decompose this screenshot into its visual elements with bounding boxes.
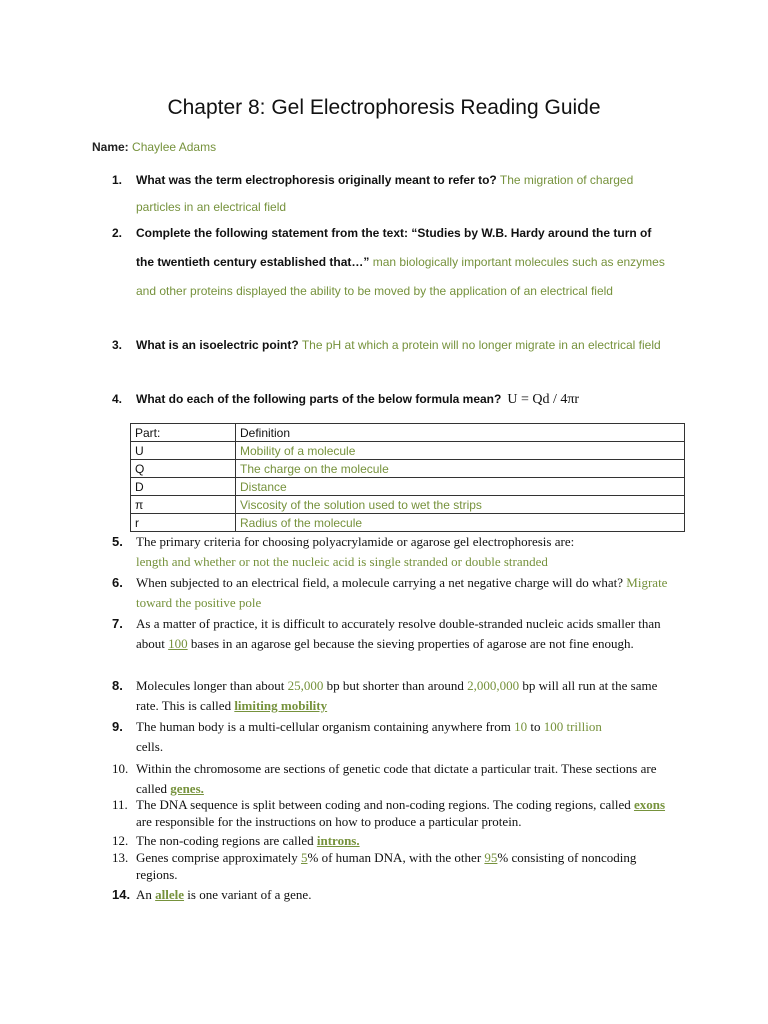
question-number: 3. [112,338,123,352]
table-row [131,478,685,496]
question-text: % consisting of noncoding regions. [136,850,637,882]
question-text: An [136,887,152,902]
question-text: Within the chromosome are sections of genetic code that dictate a particular trait. These sections are called [136,761,657,796]
cell-definition: Viscosity of the solution used to wet the strips [236,496,685,514]
question-number: 14. [112,887,131,902]
question-number: 4. [112,392,123,406]
answer-text: man biologically important molecules such as enzymes and other proteins displayed the ability to be moved by the application of an electrical field [136,255,665,298]
question-2 [112,219,672,306]
name-label: Name: [92,140,129,154]
question-number: 11. [112,797,128,812]
question-text: is one variant of a gene. [187,887,312,902]
question-text: What do each of the following parts of the below formula mean? [136,392,502,406]
answer-blank: genes. [170,781,204,796]
question-text: bp but shorter than around [326,678,464,693]
answer-text: The migration of charged particles in an electrical field [136,173,634,214]
answer-blank: 25,000 [287,678,324,693]
question-number: 1. [112,173,123,187]
question-number: 7. [112,616,123,631]
formula: U = Qd / 4πr [507,392,580,407]
question-12 [112,832,672,849]
answer-blank: 100 [168,636,188,651]
cell-definition: Distance [236,478,685,496]
question-text: Molecules longer than about [136,678,285,693]
table-row [131,514,685,532]
question-number: 12. [112,833,129,848]
cell-part: π [131,496,236,514]
table-row [131,460,685,478]
question-3 [112,332,672,358]
header-part: Part: [131,424,236,442]
answer-blank: limiting mobility [234,698,328,713]
question-number: 10. [112,761,129,776]
question-text: bp will all run at the same rate. This is called [136,678,658,713]
answer-blank: exons [633,797,666,812]
question-text: % of human DNA, with the other [307,850,482,865]
question-text: Genes comprise approximately [136,850,298,865]
question-4 [112,386,672,413]
answer-blank: 100 trillion [543,719,602,734]
cell-definition: Radius of the molecule [236,514,685,532]
table-row [131,442,685,460]
question-number: 5. [112,534,123,549]
question-13 [112,849,672,883]
question-6 [112,573,672,613]
question-text: Complete the following statement from the text: “Studies by W.B. Hardy around the turn of the twentieth century established that…” [136,226,652,269]
question-number: 6. [112,575,123,590]
question-text: As a matter of practice, it is difficult to accurately resolve double-stranded nucleic acids smaller than about [136,616,661,651]
answer-blank: allele [155,887,185,902]
answer-text: Migrate toward the positive pole [136,575,668,610]
question-14 [112,886,672,903]
answer-blank: 95 [484,850,498,865]
question-9 [112,717,672,757]
name-row [92,140,216,154]
answer-blank: 2,000,000 [467,678,520,693]
question-number: 13. [112,850,129,865]
question-number: 9. [112,719,123,734]
question-text: What was the term electrophoresis originally meant to refer to? [136,173,497,187]
cell-definition: The charge on the molecule [236,460,685,478]
question-8 [112,676,672,716]
cell-definition: Mobility of a molecule [236,442,685,460]
question-text: bases in an agarose gel because the sieving properties of agarose are not fine enough. [190,636,634,651]
question-11 [112,796,672,830]
cell-part: Q [131,460,236,478]
page-title: Chapter 8: Gel Electrophoresis Reading Guide [167,96,601,119]
question-text: The human body is a multi-cellular organism containing anywhere from [136,719,511,734]
answer-text: The pH at which a protein will no longer migrate in an electrical field [301,338,661,352]
cell-part: D [131,478,236,496]
question-7 [112,614,672,654]
question-text: The DNA sequence is split between coding and non-coding regions. The coding regions, called [136,797,631,812]
question-5 [112,532,672,572]
definition-table [130,423,685,532]
answer-blank: 10 [514,719,528,734]
question-1 [112,167,672,221]
answer-blank: 5 [300,850,308,865]
table-header-row [131,424,685,442]
answer-text: length and whether or not the nucleic acid is single stranded or double stranded [136,554,548,569]
question-number: 8. [112,678,123,693]
question-text: cells. [136,739,164,754]
question-number: 2. [112,226,123,240]
header-definition: Definition [236,424,685,442]
question-text: The primary criteria for choosing polyacrylamide or agarose gel electrophoresis are: [136,534,575,549]
cell-part: U [131,442,236,460]
question-text: to [530,719,541,734]
question-text: are responsible for the instructions on how to produce a particular protein. [136,814,522,829]
question-10 [112,759,672,799]
question-text: What is an isoelectric point? [136,338,299,352]
question-text: When subjected to an electrical field, a molecule carrying a net negative charge will do what? [136,575,624,590]
name-value: Chaylee Adams [132,140,217,154]
table-row [131,496,685,514]
question-text: The non-coding regions are called [136,833,314,848]
answer-blank: introns. [316,833,360,848]
cell-part: r [131,514,236,532]
